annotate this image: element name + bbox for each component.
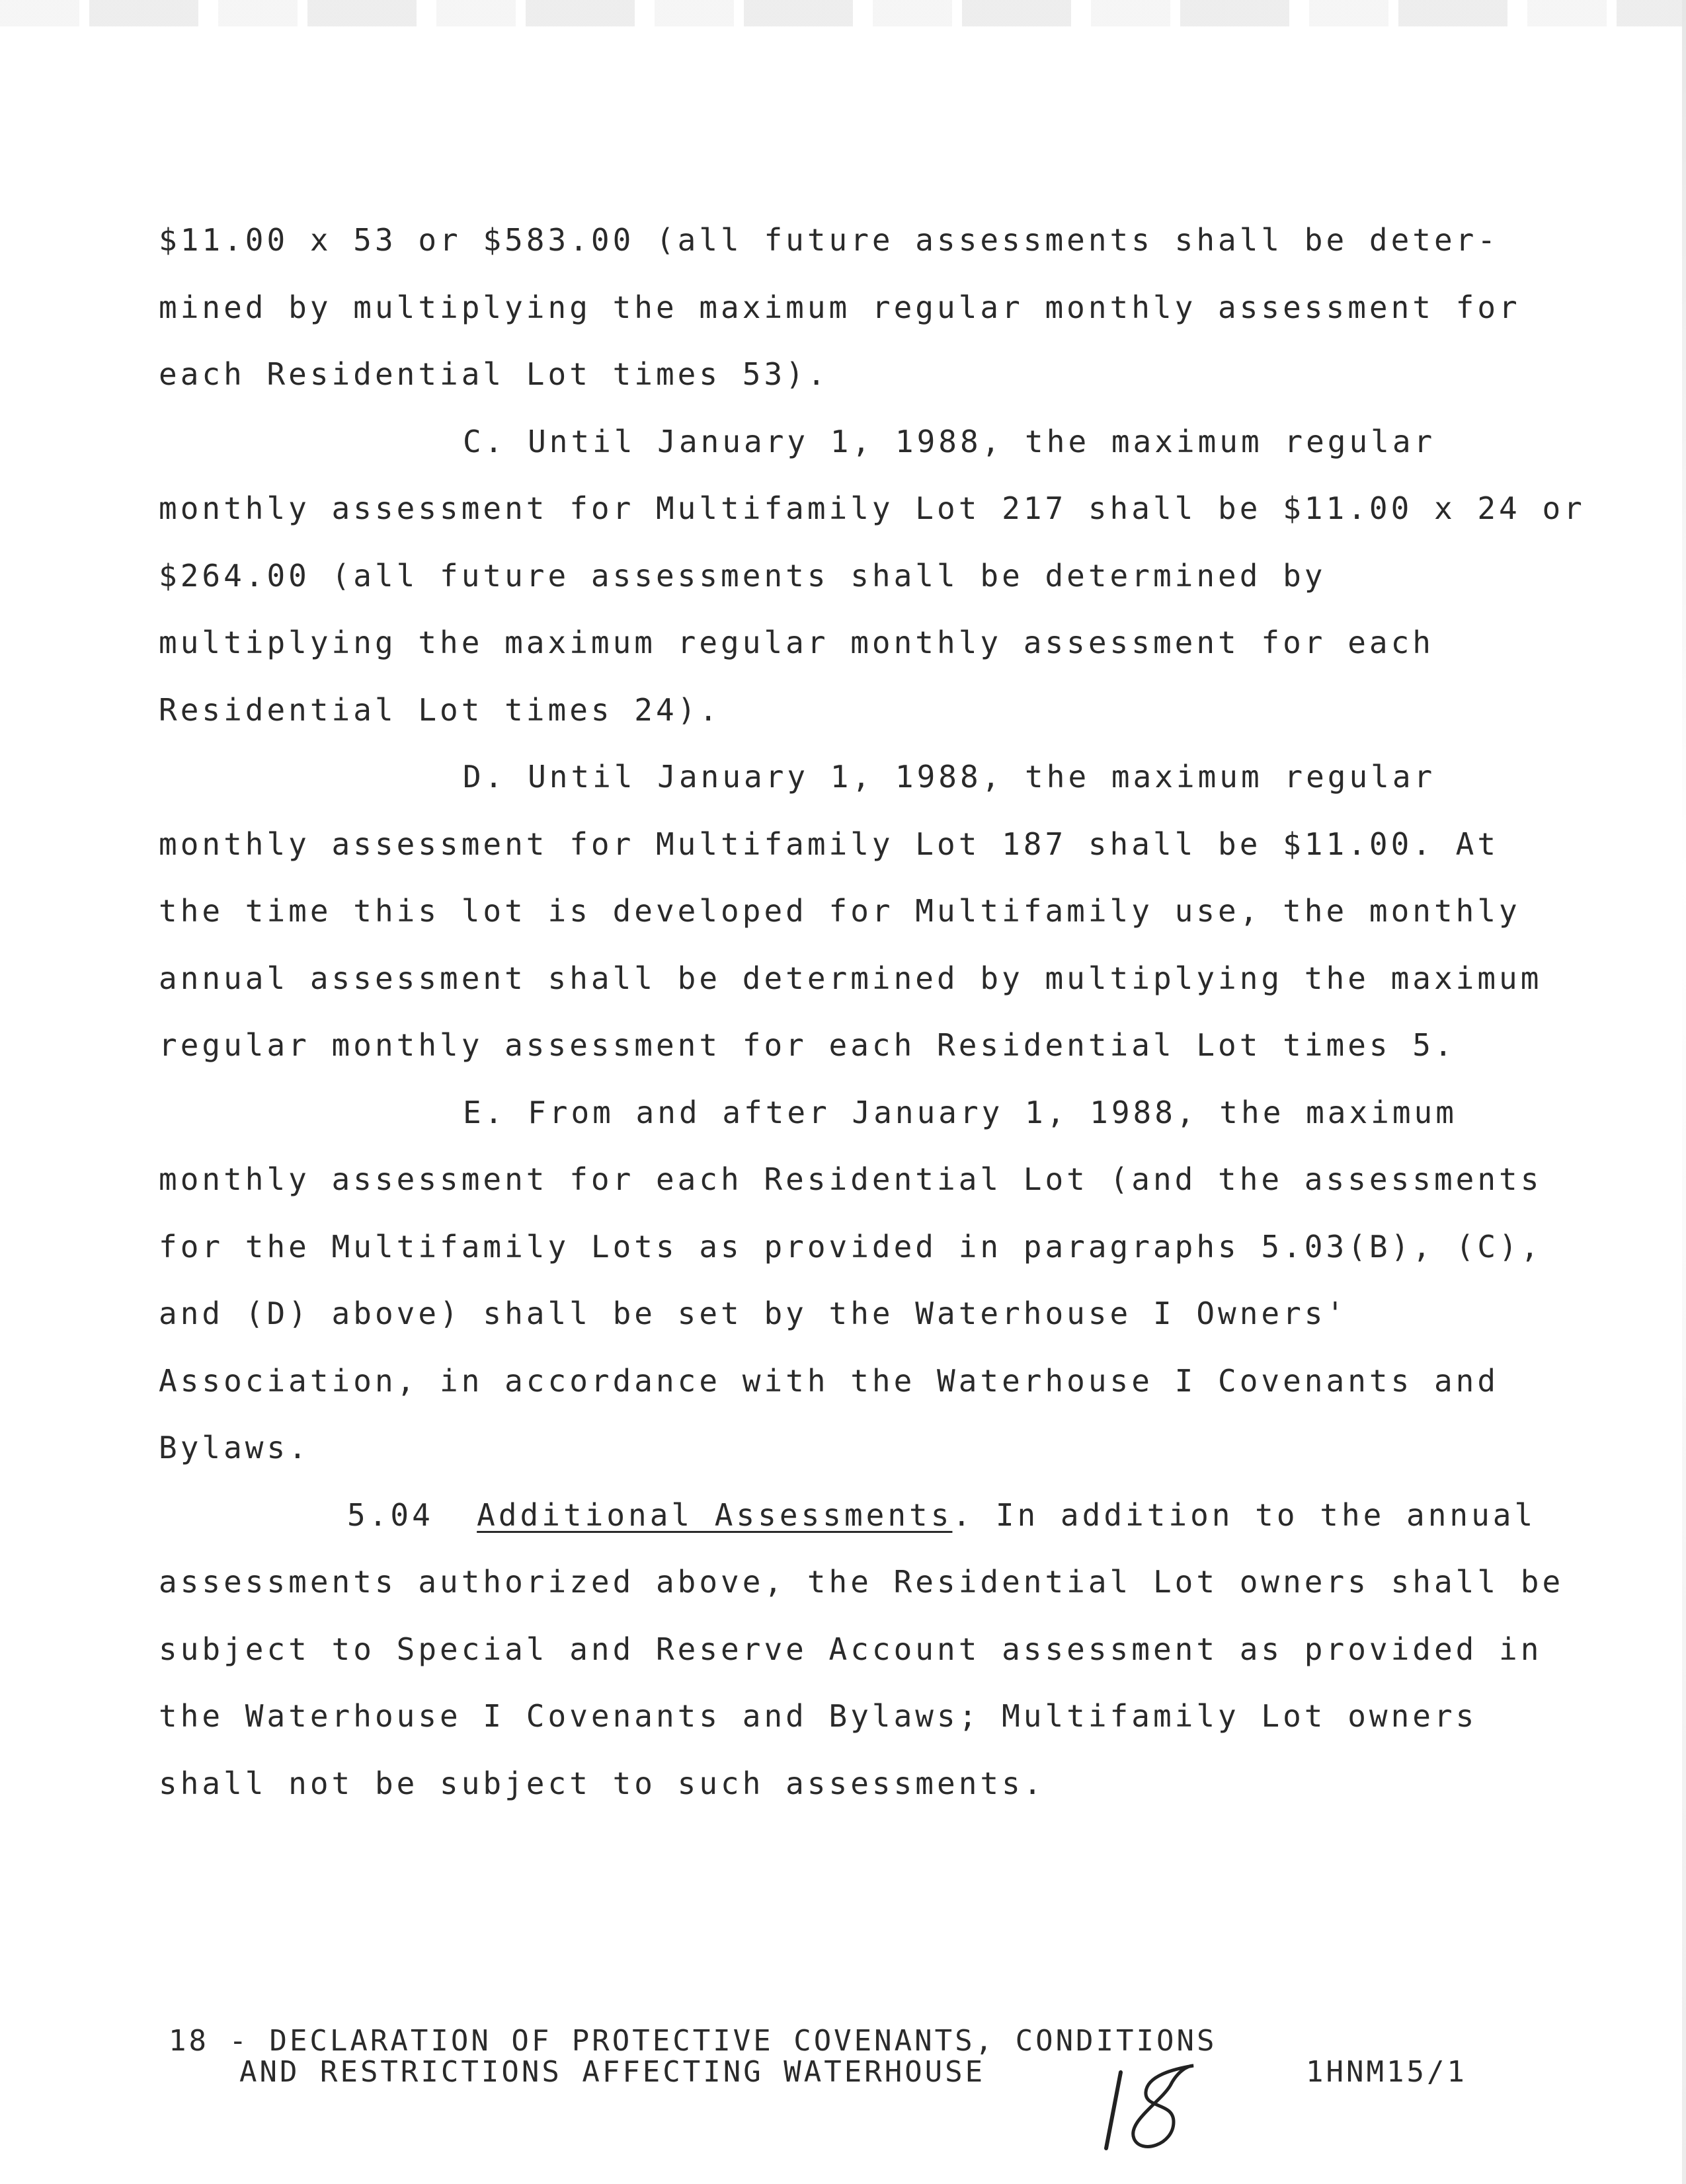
text-line: multiplying the maximum regular monthly assessment for each	[159, 625, 1434, 660]
text-line: Residential Lot times 24).	[159, 692, 721, 728]
text-line: mined by multiplying the maximum regular monthly assessment for	[159, 290, 1521, 325]
text-line: and (D) above) shall be set by the Waterhouse I Owners'	[159, 1296, 1348, 1331]
text-line: $264.00 (all future assessments shall be determined by	[159, 558, 1326, 594]
paragraph-c-start: C. Until January 1, 1988, the maximum regular	[463, 424, 1436, 459]
text-line: monthly assessment for Multifamily Lot 187 shall be $11.00. At	[159, 826, 1500, 862]
paragraph-e-start: E. From and after January 1, 1988, the maximum	[463, 1095, 1457, 1130]
text-line: monthly assessment for Multifamily Lot 217 shall be $11.00 x 24 or	[159, 490, 1586, 526]
text-line: for the Multifamily Lots as provided in paragraphs 5.03(B), (C),	[159, 1229, 1543, 1265]
text-line: $11.00 x 53 or $583.00 (all future assessments shall be deter-	[159, 222, 1500, 258]
footer-title-line-2: AND RESTRICTIONS AFFECTING WATERHOUSE	[239, 2055, 986, 2089]
text-line: annual assessment shall be determined by multiplying the maximum	[159, 960, 1543, 996]
scan-edge-artifact	[0, 0, 1686, 26]
text-line: monthly assessment for each Residential Lot (and the assessments	[159, 1161, 1543, 1197]
section-heading: Additional Assessments	[477, 1497, 953, 1533]
scan-edge-artifact-right	[1682, 0, 1686, 2184]
section-lead-text: . In addition to the annual	[952, 1497, 1537, 1533]
paragraph-d-start: D. Until January 1, 1988, the maximum regular	[463, 759, 1436, 795]
section-5-04-heading-line	[347, 1497, 1537, 1533]
text-line: Association, in accordance with the Waterhouse I Covenants and	[159, 1363, 1500, 1399]
text-line: the Waterhouse I Covenants and Bylaws; Multifamily Lot owners	[159, 1698, 1478, 1734]
text-line: subject to Special and Reserve Account assessment as provided in	[159, 1631, 1543, 1667]
text-line: Bylaws.	[159, 1430, 310, 1465]
text-line: shall not be subject to such assessments.	[159, 1766, 1045, 1801]
footer-title-line-1: 18 - DECLARATION OF PROTECTIVE COVENANTS, CONDITIONS	[169, 2024, 1217, 2058]
text-line: regular monthly assessment for each Residential Lot times 5.	[159, 1027, 1456, 1063]
text-line: assessments authorized above, the Residential Lot owners shall be	[159, 1564, 1564, 1600]
footer-doc-code: 1HNM15/1	[1306, 2055, 1467, 2089]
text-line: the time this lot is developed for Multifamily use, the monthly	[159, 893, 1521, 929]
handwritten-page-number	[1094, 2056, 1207, 2162]
section-number: 5.04	[347, 1497, 434, 1533]
text-line: each Residential Lot times 53).	[159, 356, 829, 392]
